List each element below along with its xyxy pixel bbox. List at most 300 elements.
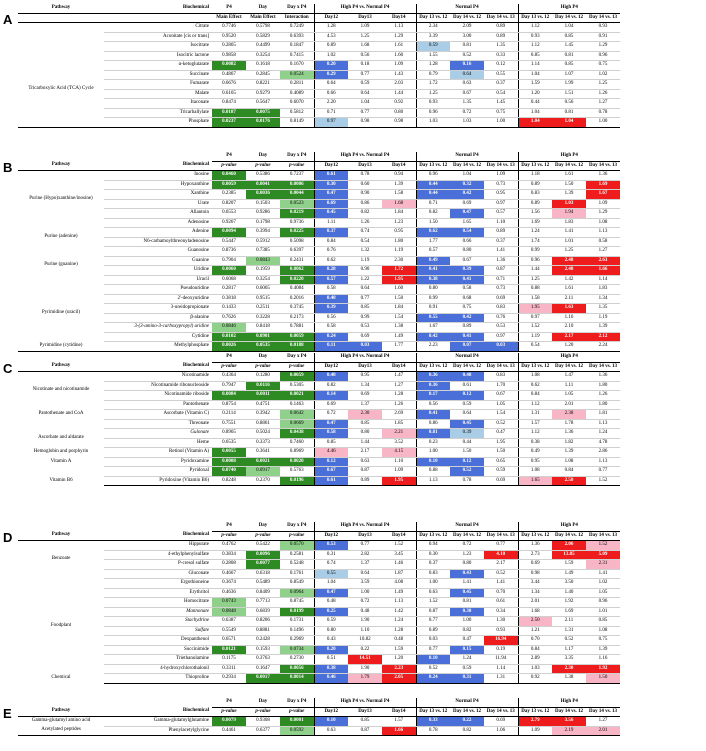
pvalue-cell: 0.4499 xyxy=(246,42,280,52)
fold-change-cell: 4.10 xyxy=(484,550,518,560)
header-day12: Day12 xyxy=(314,13,348,23)
table-row xyxy=(18,237,654,247)
fold-change-cell: 1.04 xyxy=(450,171,484,181)
fold-change-cell: 0.12 xyxy=(450,457,484,467)
fold-change-cell: 1.41 xyxy=(586,569,620,579)
pathway-label xyxy=(18,598,104,608)
header-d14v12: Day 14 vs. 12 xyxy=(552,161,586,171)
pvalue-cell: 0.0116 xyxy=(246,381,280,391)
pvalue-cell: 0.3818 xyxy=(212,294,246,304)
pvalue-cell: 0.8745 xyxy=(280,598,314,608)
header-d13v12: Day 13 vs. 12 xyxy=(518,362,552,372)
pvalue-cell: 0.6553 xyxy=(212,209,246,219)
fold-change-cell: 1.20 xyxy=(382,655,416,665)
header-high_p4_vs_normal: High P4 vs. Normal P4 xyxy=(314,698,416,707)
fold-change-cell: 2.19 xyxy=(552,726,586,736)
pvalue-cell: 0.1647 xyxy=(246,664,280,674)
header-row-2 xyxy=(18,161,654,171)
fold-change-cell: 1.54 xyxy=(484,410,518,420)
fold-change-cell: 0.60 xyxy=(348,180,382,190)
header-high_p4: High P4 xyxy=(518,522,620,531)
fold-change-cell: 0.70 xyxy=(484,588,518,598)
biochemical-name: Isocitrate xyxy=(104,42,212,52)
fold-change-cell: 0.64 xyxy=(314,80,348,90)
fold-change-cell: 0.41 xyxy=(450,275,484,285)
fold-change-cell: 0.59 xyxy=(484,467,518,477)
fold-change-cell: 1.59 xyxy=(382,645,416,655)
fold-change-cell: 1.35 xyxy=(450,99,484,109)
pvalue-cell: 0.1433 xyxy=(212,304,246,314)
fold-change-cell: 2.24 xyxy=(586,342,620,352)
fold-change-cell: 0.77 xyxy=(348,294,382,304)
pvalue-cell: 0.2934 xyxy=(212,674,246,684)
pathway-label: Pyrimidine (cytidine) xyxy=(18,342,104,352)
fold-change-cell: 0.88 xyxy=(518,285,552,295)
pvalue-cell: 0.4461 xyxy=(212,726,246,736)
pvalue-cell: 0.0041 xyxy=(246,180,280,190)
table-row xyxy=(18,438,654,448)
pvalue-cell: 0.0535 xyxy=(246,342,280,352)
fold-change-cell: 0.69 xyxy=(314,400,348,410)
pvalue-cell: 0.9858 xyxy=(212,51,246,61)
fold-change-cell: 0.83 xyxy=(518,190,552,200)
header-d14v12: Day 14 vs. 12 xyxy=(450,13,484,23)
fold-change-cell: 0.42 xyxy=(450,313,484,323)
biochemical-name: Erythritol xyxy=(104,588,212,598)
pvalue-cell: 0.6070 xyxy=(280,99,314,109)
fold-change-cell: 1.59 xyxy=(552,560,586,570)
fold-change-cell: 3.35 xyxy=(552,655,586,665)
pathway-label xyxy=(18,23,104,33)
fold-change-cell: 0.94 xyxy=(416,541,450,551)
header-pvalue: p-value xyxy=(280,161,314,171)
fold-change-cell: 0.53 xyxy=(484,323,518,333)
fold-change-cell: 1.39 xyxy=(586,645,620,655)
table-row xyxy=(18,674,654,684)
fold-change-cell: 0.75 xyxy=(586,636,620,646)
fold-change-cell: 0.41 xyxy=(416,266,450,276)
header-d13v12: Day 13 vs. 12 xyxy=(518,707,552,717)
pvalue-cell: 0.0102 xyxy=(212,332,246,342)
pathway-label: Nicotinate and nicotinamide xyxy=(32,387,90,393)
fold-change-cell: 1.04 xyxy=(348,99,382,109)
fold-change-cell: 2.69 xyxy=(382,410,416,420)
header-pvalue: p-value xyxy=(280,531,314,541)
fold-change-cell: 0.95 xyxy=(518,457,552,467)
fold-change-cell: 1.01 xyxy=(552,237,586,247)
pvalue-cell: 0.5305 xyxy=(280,381,314,391)
fold-change-cell: 1.44 xyxy=(348,438,382,448)
header-d14v13: Day 14 vs. 13 xyxy=(484,161,518,171)
fold-change-cell: 0.72 xyxy=(450,541,484,551)
fold-change-cell: 1.55 xyxy=(416,51,450,61)
fold-change-cell: 1.83 xyxy=(552,218,586,228)
fold-change-cell: 0.89 xyxy=(450,323,484,333)
header-d14v12: Day 14 vs. 12 xyxy=(552,531,586,541)
fold-change-cell: 2.86 xyxy=(586,448,620,458)
fold-change-cell: 0.76 xyxy=(484,313,518,323)
header-blank xyxy=(18,353,104,362)
fold-change-cell: 1.25 xyxy=(348,32,382,42)
pathway-label xyxy=(18,332,104,342)
fold-change-cell: 1.03 xyxy=(552,199,586,209)
fold-change-cell: 1.31 xyxy=(484,674,518,684)
fold-change-cell: 0.64 xyxy=(450,410,484,420)
fold-change-cell: 0.39 xyxy=(314,304,348,314)
fold-change-cell: 1.31 xyxy=(552,626,586,636)
pvalue-cell: 0.2431 xyxy=(280,256,314,266)
fold-change-cell: 1.04 xyxy=(518,108,552,118)
fold-change-cell: 1.90 xyxy=(348,664,382,674)
header-d13v12: Day 13 vs. 12 xyxy=(518,531,552,541)
fold-change-cell: 1.50 xyxy=(450,448,484,458)
header-day12: Day12 xyxy=(314,161,348,171)
fold-change-cell: 1.69 xyxy=(586,180,620,190)
pvalue-cell: 0.6318 xyxy=(246,569,280,579)
fold-change-cell: 1.49 xyxy=(552,569,586,579)
fold-change-cell: 0.38 xyxy=(314,664,348,674)
fold-change-cell: 1.42 xyxy=(382,607,416,617)
pvalue-cell: 0.7746 xyxy=(212,23,246,33)
pvalue-cell: 0.4364 xyxy=(212,372,246,382)
fold-change-cell: 0.69 xyxy=(484,294,518,304)
fold-change-cell: 1.27 xyxy=(586,247,620,257)
biochemical-name: Homocitrate xyxy=(104,598,212,608)
biochemical-name: Methylphosphate xyxy=(104,342,212,352)
biochemical-name: Succinimide xyxy=(104,645,212,655)
pvalue-cell: 0.0743 xyxy=(212,598,246,608)
table-row xyxy=(18,717,654,727)
fold-change-cell: 0.77 xyxy=(586,467,620,477)
fold-change-cell: 0.36 xyxy=(416,381,450,391)
biochemical-name: Hypoxanthine xyxy=(104,180,212,190)
fold-change-cell: 1.04 xyxy=(314,579,348,589)
header-day: Day xyxy=(246,522,280,531)
pvalue-cell: 0.3373 xyxy=(246,438,280,448)
pvalue-cell: 0.1175 xyxy=(212,655,246,665)
fold-change-cell: 0.73 xyxy=(484,180,518,190)
fold-change-cell: 1.03 xyxy=(518,664,552,674)
fold-change-cell: 1.14 xyxy=(484,664,518,674)
fold-change-cell: 1.08 xyxy=(518,467,552,477)
fold-change-cell: 1.42 xyxy=(552,275,586,285)
table-row xyxy=(18,381,654,391)
fold-change-cell: 0.30 xyxy=(416,550,450,560)
fold-change-cell: 0.62 xyxy=(518,381,552,391)
pvalue-cell: 0.9267 xyxy=(212,218,246,228)
biochemical-name: Heme xyxy=(104,438,212,448)
header-biochemical: Biochemical xyxy=(104,707,212,717)
biochemical-name: Nicotinamide riboside xyxy=(104,391,212,401)
fold-change-cell: 3.00 xyxy=(450,32,484,42)
fold-change-cell: 0.69 xyxy=(314,199,348,209)
panel-letter: D xyxy=(3,530,13,545)
table-row xyxy=(18,550,654,560)
header-dayxp4: Day x P4 xyxy=(280,152,314,161)
fold-change-cell: 0.56 xyxy=(416,400,450,410)
pvalue-cell: 0.7881 xyxy=(280,323,314,333)
fold-change-cell: 0.38 xyxy=(518,438,552,448)
fold-change-cell: 1.02 xyxy=(586,579,620,589)
fold-change-cell: 0.53 xyxy=(314,541,348,551)
fold-change-cell: 4.78 xyxy=(586,438,620,448)
fold-change-cell: 0.78 xyxy=(416,726,450,736)
fold-change-cell: 0.82 xyxy=(450,626,484,636)
pvalue-cell: 0.0062 xyxy=(280,266,314,276)
fold-change-cell: 1.70 xyxy=(484,381,518,391)
pathway-label xyxy=(18,275,104,285)
pvalue-cell: 0.0176 xyxy=(246,118,280,128)
header-main_effect: Main Effect xyxy=(246,13,280,23)
fold-change-cell: 2.20 xyxy=(314,99,348,109)
fold-change-cell: 0.48 xyxy=(314,294,348,304)
fold-change-cell: 0.46 xyxy=(314,674,348,684)
fold-change-cell: 1.07 xyxy=(552,70,586,80)
table-row xyxy=(18,42,654,52)
fold-change-cell: 0.89 xyxy=(484,32,518,42)
biochemical-name: Adenine xyxy=(104,228,212,238)
biochemical-name: N6-carbamoylthreonyladenosine xyxy=(104,237,212,247)
pvalue-cell: 0.3254 xyxy=(246,51,280,61)
fold-change-cell: 1.41 xyxy=(450,579,484,589)
pvalue-cell: 0.8248 xyxy=(212,476,246,486)
biochemical-name: Hippurate xyxy=(104,541,212,551)
fold-change-cell: 1.61 xyxy=(552,285,586,295)
fold-change-cell: 0.72 xyxy=(314,410,348,420)
fold-change-cell: 0.80 xyxy=(416,285,450,295)
fold-change-cell: 1.05 xyxy=(552,391,586,401)
fold-change-cell: 1.36 xyxy=(586,372,620,382)
fold-change-cell: 1.94 xyxy=(552,209,586,219)
header-normal_p4: Normal P4 xyxy=(416,152,518,161)
fold-change-cell: 1.80 xyxy=(382,237,416,247)
fold-change-cell: 1.61 xyxy=(382,42,416,52)
fold-change-cell: 0.61 xyxy=(484,598,518,608)
pvalue-cell: 0.5489 xyxy=(246,579,280,589)
fold-change-cell: 0.61 xyxy=(314,476,348,486)
pvalue-cell: 0.0017 xyxy=(246,674,280,684)
fold-change-cell: 0.72 xyxy=(348,598,382,608)
pathway-label: Hemoglobin and porphyrin xyxy=(33,449,89,454)
fold-change-cell: 0.80 xyxy=(382,108,416,118)
biochemical-name: β-alanine xyxy=(104,313,212,323)
header-d14v13: Day 14 vs. 13 xyxy=(586,13,620,23)
fold-change-cell: 1.95 xyxy=(484,438,518,448)
fold-change-cell: 0.82 xyxy=(450,726,484,736)
fold-change-cell: 1.02 xyxy=(314,51,348,61)
fold-change-cell: 1.13 xyxy=(416,476,450,486)
pathway-label xyxy=(18,607,104,617)
pathway-label xyxy=(18,209,104,219)
pathway-label: Benzoate xyxy=(51,556,71,562)
fold-change-cell: 1.60 xyxy=(382,51,416,61)
pvalue-cell: 0.0669 xyxy=(280,419,314,429)
fold-change-cell: 0.37 xyxy=(416,560,450,570)
fold-change-cell: 1.87 xyxy=(382,569,416,579)
fold-change-cell: 1.00 xyxy=(348,588,382,598)
fold-change-cell: 2.48 xyxy=(552,256,586,266)
fold-change-cell: 1.00 xyxy=(450,617,484,627)
fold-change-cell: 1.32 xyxy=(348,247,382,257)
fold-change-cell: 0.77 xyxy=(416,645,450,655)
fold-change-cell: 0.47 xyxy=(314,190,348,200)
header-day14: Day14 xyxy=(382,161,416,171)
fold-change-cell: 0.69 xyxy=(450,199,484,209)
pvalue-cell: 0.0848 xyxy=(212,607,246,617)
pvalue-cell: 0.7415 xyxy=(280,51,314,61)
table-row xyxy=(18,626,654,636)
fold-change-cell: 1.24 xyxy=(518,228,552,238)
pathway-label xyxy=(18,323,104,333)
fold-change-cell: 1.00 xyxy=(586,118,620,128)
fold-change-cell: 0.64 xyxy=(348,89,382,99)
fold-change-cell: 0.96 xyxy=(586,51,620,61)
table-row xyxy=(18,228,654,238)
fold-change-cell: 1.83 xyxy=(586,285,620,295)
fold-change-cell: 0.64 xyxy=(348,569,382,579)
pvalue-cell: 0.8409 xyxy=(246,588,280,598)
fold-change-cell: 2.01 xyxy=(518,598,552,608)
biochemical-name: Dexpanthenol xyxy=(104,636,212,646)
fold-change-cell: 2.01 xyxy=(586,726,620,736)
header-high_p4: High P4 xyxy=(518,152,620,161)
header-d13v12: Day 13 vs. 12 xyxy=(416,531,450,541)
fold-change-cell: 0.91 xyxy=(586,32,620,42)
biochemical-name: Succinate xyxy=(104,70,212,80)
fold-change-cell: 1.25 xyxy=(552,247,586,257)
header-p4: P4 xyxy=(212,4,246,13)
fold-change-cell: 0.85 xyxy=(348,717,382,727)
fold-change-cell: 1.50 xyxy=(552,180,586,190)
fold-change-cell: 1.41 xyxy=(484,247,518,257)
header-biochemical: Biochemical xyxy=(104,161,212,171)
biochemical-name: Nicotinamide xyxy=(104,372,212,382)
pvalue-cell: 0.0524 xyxy=(280,70,314,80)
fold-change-cell: 0.48 xyxy=(314,372,348,382)
pvalue-cell: 0.5248 xyxy=(280,560,314,570)
fold-change-cell: 0.72 xyxy=(450,108,484,118)
pvalue-cell: 0.0020 xyxy=(280,457,314,467)
pvalue-cell: 0.5647 xyxy=(246,99,280,109)
biochemical-name: 2'-deoxyuridine xyxy=(104,294,212,304)
fold-change-cell: 1.36 xyxy=(586,171,620,181)
header-day14: Day14 xyxy=(382,531,416,541)
table-row xyxy=(18,61,654,71)
biochemical-name: Xanthine xyxy=(104,190,212,200)
header-day12: Day12 xyxy=(314,531,348,541)
fold-change-cell: 1.29 xyxy=(586,209,620,219)
pathway-label xyxy=(18,645,104,655)
pvalue-cell: 0.1618 xyxy=(246,61,280,71)
table-row xyxy=(18,429,654,439)
fold-change-cell: 0.77 xyxy=(348,541,382,551)
pvalue-cell: 0.0734 xyxy=(280,645,314,655)
biochemical-name: Retinol (Vitamin A) xyxy=(104,448,212,458)
header-row-2 xyxy=(18,362,654,372)
fold-change-cell: 0.82 xyxy=(348,209,382,219)
table-row xyxy=(18,655,654,665)
table-row xyxy=(18,569,654,579)
fold-change-cell: 1.13 xyxy=(586,419,620,429)
fold-change-cell: 1.39 xyxy=(552,190,586,200)
fold-change-cell: 1.78 xyxy=(552,419,586,429)
fold-change-cell: 2.30 xyxy=(382,256,416,266)
fold-change-cell: 1.19 xyxy=(586,313,620,323)
fold-change-cell: 0.85 xyxy=(518,51,552,61)
fold-change-cell: 0.82 xyxy=(314,381,348,391)
fold-change-cell: 0.85 xyxy=(348,419,382,429)
fold-change-cell: 2.17 xyxy=(484,560,518,570)
pvalue-cell: 0.4084 xyxy=(280,285,314,295)
pvalue-cell: 0.9279 xyxy=(246,89,280,99)
fold-change-cell: 0.17 xyxy=(416,391,450,401)
pvalue-cell: 0.4636 xyxy=(212,588,246,598)
fold-change-cell: 1.84 xyxy=(382,304,416,314)
fold-change-cell: 13.85 xyxy=(552,550,586,560)
pvalue-cell: 0.5024 xyxy=(246,429,280,439)
results-table xyxy=(18,152,654,352)
fold-change-cell: 0.55 xyxy=(416,313,450,323)
biochemical-name: Adenosine xyxy=(104,218,212,228)
fold-change-cell: 1.00 xyxy=(416,448,450,458)
fold-change-cell: 1.28 xyxy=(382,626,416,636)
header-day13: Day13 xyxy=(348,707,382,717)
table-row xyxy=(18,467,654,477)
pvalue-cell: 0.0901 xyxy=(246,332,280,342)
fold-change-cell: 0.37 xyxy=(484,80,518,90)
pvalue-cell: 0.8418 xyxy=(246,323,280,333)
fold-change-cell: 0.77 xyxy=(484,541,518,551)
header-biochemical: Biochemical xyxy=(104,531,212,541)
fold-change-cell: 1.57 xyxy=(518,419,552,429)
biochemical-name: Allantoin xyxy=(104,209,212,219)
header-row-2 xyxy=(18,531,654,541)
header-d14v12: Day 14 vs. 12 xyxy=(552,707,586,717)
fold-change-cell: 2.30 xyxy=(552,664,586,674)
header-blank xyxy=(18,522,104,531)
fold-change-cell: 1.39 xyxy=(552,448,586,458)
table-row xyxy=(18,108,654,118)
header-pvalue: p-value xyxy=(212,707,246,717)
fold-change-cell: 0.96 xyxy=(416,108,450,118)
pvalue-cell: 0.8149 xyxy=(280,118,314,128)
fold-change-cell: 0.83 xyxy=(484,372,518,382)
pvalue-cell: 0.9308 xyxy=(246,717,280,727)
fold-change-cell: 1.50 xyxy=(484,448,518,458)
fold-change-cell: 1.54 xyxy=(382,313,416,323)
pvalue-cell: 0.1670 xyxy=(280,61,314,71)
fold-change-cell: 0.97 xyxy=(518,313,552,323)
pvalue-cell: 0.0237 xyxy=(212,118,246,128)
fold-change-cell: 0.74 xyxy=(314,560,348,570)
header-dayxp4: Day x P4 xyxy=(280,698,314,707)
fold-change-cell: 0.82 xyxy=(416,209,450,219)
header-row-1 xyxy=(18,152,654,161)
table-row xyxy=(18,180,654,190)
pvalue-cell: 0.3311 xyxy=(212,664,246,674)
pvalue-cell: 0.0438 xyxy=(280,429,314,439)
header-row-2 xyxy=(18,13,654,23)
fold-change-cell: 1.28 xyxy=(416,61,450,71)
fold-change-cell: 0.95 xyxy=(348,372,382,382)
fold-change-cell: 0.24 xyxy=(416,674,450,684)
fold-change-cell: 0.88 xyxy=(416,467,450,477)
fold-change-cell: 0.59 xyxy=(450,664,484,674)
fold-change-cell: 0.65 xyxy=(484,457,518,467)
header-day13: Day13 xyxy=(348,13,382,23)
fold-change-cell: 1.14 xyxy=(586,275,620,285)
fold-change-cell: 1.45 xyxy=(552,42,586,52)
